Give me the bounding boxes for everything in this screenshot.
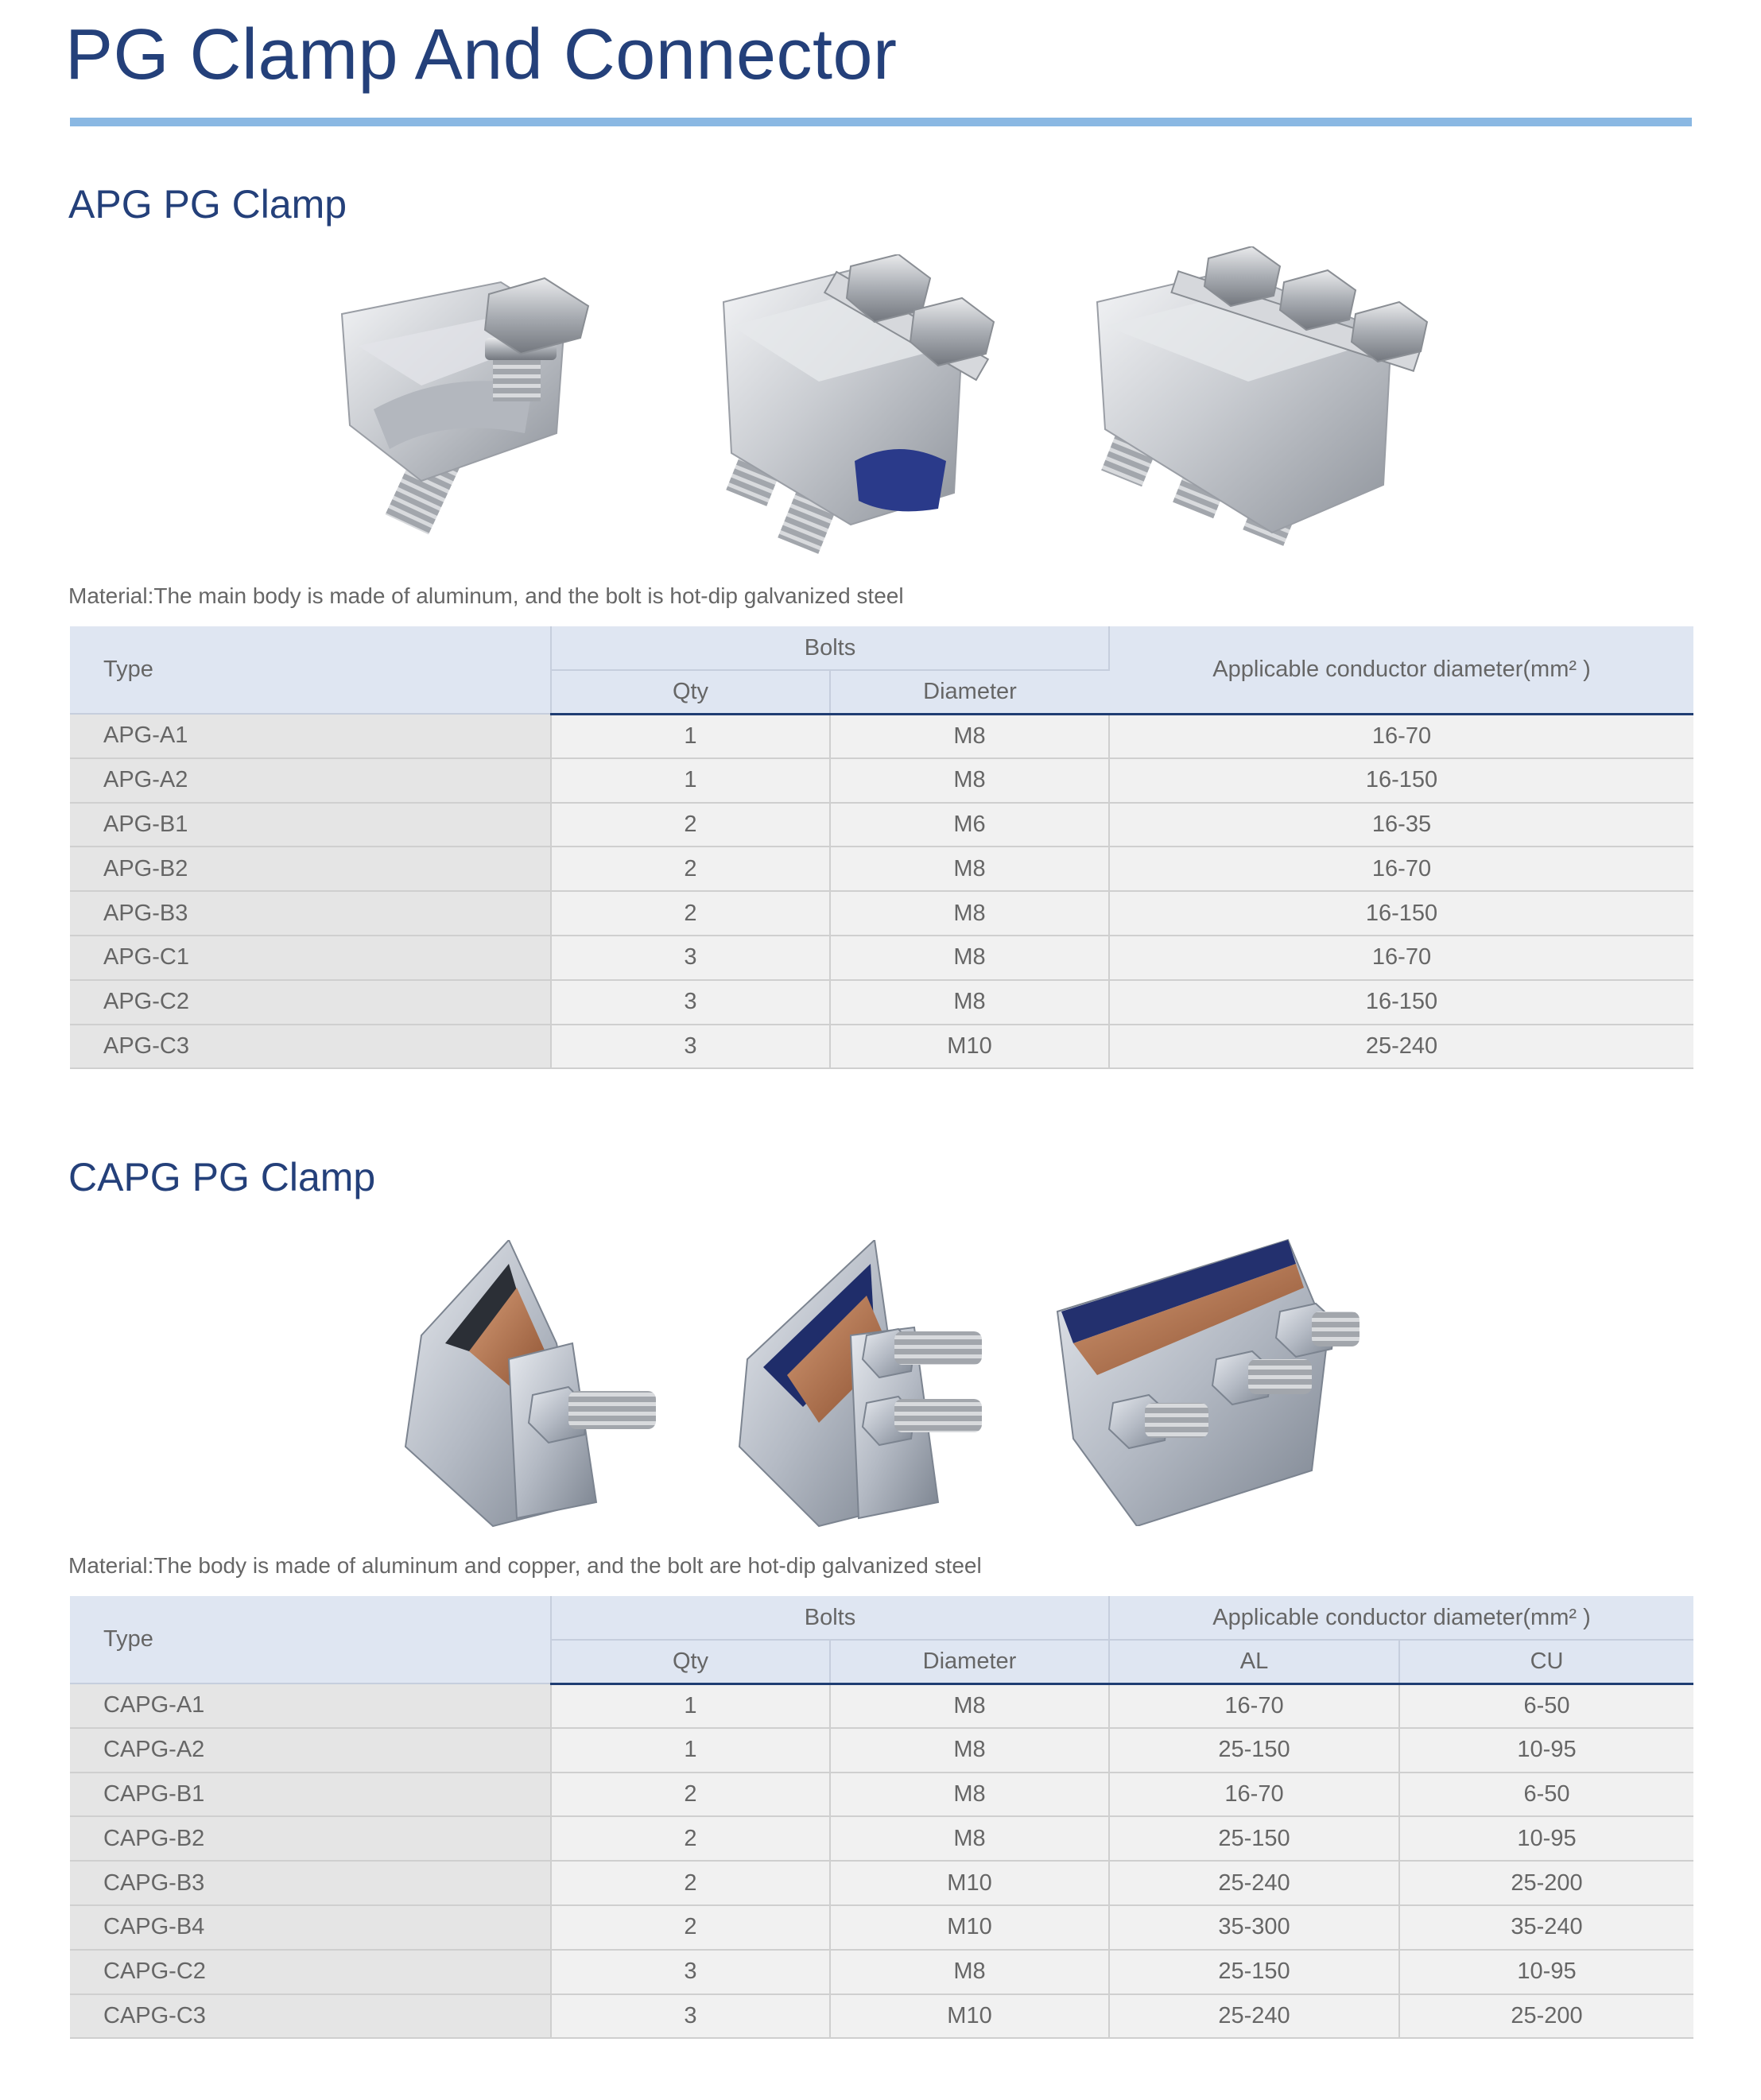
capg-al-cell: 25-240 — [1109, 1861, 1399, 1905]
capg-spec-table — [70, 1596, 1693, 2039]
apg-qty-cell: 2 — [551, 847, 830, 891]
table-row — [70, 1816, 1693, 1861]
table-row — [70, 803, 1693, 847]
apg-conductor-cell: 16-70 — [1109, 936, 1693, 980]
capg-qty-cell: 2 — [551, 1816, 830, 1861]
apg-type-cell: APG-A2 — [70, 758, 551, 803]
apg-diameter-cell: M8 — [830, 847, 1109, 891]
capg-cu-cell: 6-50 — [1399, 1683, 1693, 1728]
apg-header-qty: Qty — [551, 670, 830, 714]
capg-cu-cell: 35-240 — [1399, 1905, 1693, 1950]
capg-type-cell: CAPG-B4 — [70, 1905, 551, 1950]
capg-qty-cell: 1 — [551, 1683, 830, 1728]
capg-type-cell: CAPG-A2 — [70, 1728, 551, 1773]
apg-qty-cell: 3 — [551, 980, 830, 1025]
capg-al-cell: 25-150 — [1109, 1728, 1399, 1773]
capg-header-al: AL — [1109, 1640, 1399, 1683]
capg-diameter-cell: M10 — [830, 1905, 1109, 1950]
apg-diameter-cell: M8 — [830, 891, 1109, 936]
capg-diameter-cell: M8 — [830, 1683, 1109, 1728]
apg-type-cell: APG-A1 — [70, 714, 551, 758]
capg-photo-row — [0, 1232, 1761, 1534]
apg-qty-cell: 3 — [551, 936, 830, 980]
apg-type-cell: APG-C1 — [70, 936, 551, 980]
capg-qty-cell: 2 — [551, 1773, 830, 1817]
capg-diameter-cell: M8 — [830, 1773, 1109, 1817]
table-row — [70, 1025, 1693, 1069]
apg-header-bolts: Bolts — [551, 626, 1109, 670]
table-row — [70, 1994, 1693, 2039]
capg-al-cell: 16-70 — [1109, 1773, 1399, 1817]
capg-qty-cell: 1 — [551, 1728, 830, 1773]
capg-section-title: CAPG PG Clamp — [68, 1155, 376, 1199]
capg-header-conductor: Applicable conductor diameter(mm² ) — [1109, 1596, 1693, 1640]
apg-diameter-cell: M8 — [830, 714, 1109, 758]
apg-conductor-cell: 16-150 — [1109, 980, 1693, 1025]
capg-al-cell: 16-70 — [1109, 1683, 1399, 1728]
capg-type-cell: CAPG-A1 — [70, 1683, 551, 1728]
table-row — [70, 1905, 1693, 1950]
apg-header-diameter: Diameter — [830, 670, 1109, 714]
apg-qty-cell: 3 — [551, 1025, 830, 1069]
capg-cu-cell: 25-200 — [1399, 1861, 1693, 1905]
capg-diameter-cell: M10 — [830, 1861, 1109, 1905]
capg-header-bolts: Bolts — [551, 1596, 1109, 1640]
capg-al-cell: 35-300 — [1109, 1905, 1399, 1950]
apg-material-note: Material:The main body is made of aluminum, and the bolt is hot-dip galvanized steel — [68, 583, 904, 608]
page-title: PG Clamp And Connector — [65, 15, 898, 95]
capg-triple-bolt-photo — [1049, 1232, 1367, 1526]
capg-cu-cell: 25-200 — [1399, 1994, 1693, 2039]
capg-al-cell: 25-150 — [1109, 1950, 1399, 1994]
apg-diameter-cell: M10 — [830, 1025, 1109, 1069]
capg-cu-cell: 10-95 — [1399, 1728, 1693, 1773]
capg-single-bolt-photo — [398, 1240, 668, 1534]
apg-conductor-cell: 16-150 — [1109, 758, 1693, 803]
table-row — [70, 936, 1693, 980]
table-row — [70, 1861, 1693, 1905]
capg-diameter-cell: M8 — [830, 1950, 1109, 1994]
table-row — [70, 1728, 1693, 1773]
apg-conductor-cell: 25-240 — [1109, 1025, 1693, 1069]
table-row — [70, 714, 1693, 758]
apg-type-cell: APG-C3 — [70, 1025, 551, 1069]
apg-single-bolt-photo — [326, 250, 612, 560]
capg-type-cell: CAPG-C3 — [70, 1994, 551, 2039]
capg-double-bolt-photo — [731, 1240, 1018, 1534]
apg-header-type: Type — [70, 626, 551, 714]
capg-type-cell: CAPG-B3 — [70, 1861, 551, 1905]
apg-section-title: APG PG Clamp — [68, 182, 347, 227]
capg-header-qty: Qty — [551, 1640, 830, 1683]
apg-conductor-cell: 16-70 — [1109, 847, 1693, 891]
apg-type-cell: APG-B3 — [70, 891, 551, 936]
apg-diameter-cell: M8 — [830, 758, 1109, 803]
capg-type-cell: CAPG-B2 — [70, 1816, 551, 1861]
capg-al-cell: 25-240 — [1109, 1994, 1399, 2039]
table-row — [70, 1950, 1693, 1994]
apg-photo-row — [0, 250, 1761, 568]
capg-al-cell: 25-150 — [1109, 1816, 1399, 1861]
table-row — [70, 980, 1693, 1025]
capg-header-type: Type — [70, 1596, 551, 1683]
apg-diameter-cell: M8 — [830, 936, 1109, 980]
table-row — [70, 758, 1693, 803]
apg-qty-cell: 1 — [551, 758, 830, 803]
apg-type-cell: APG-B1 — [70, 803, 551, 847]
apg-type-cell: APG-B2 — [70, 847, 551, 891]
capg-qty-cell: 2 — [551, 1905, 830, 1950]
apg-conductor-cell: 16-70 — [1109, 714, 1693, 758]
table-row — [70, 1773, 1693, 1817]
apg-triple-bolt-photo — [1089, 246, 1439, 564]
capg-type-cell: CAPG-B1 — [70, 1773, 551, 1817]
title-divider — [70, 118, 1692, 126]
capg-header-diameter: Diameter — [830, 1640, 1109, 1683]
apg-qty-cell: 1 — [551, 714, 830, 758]
apg-diameter-cell: M6 — [830, 803, 1109, 847]
capg-diameter-cell: M8 — [830, 1728, 1109, 1773]
apg-qty-cell: 2 — [551, 803, 830, 847]
apg-conductor-cell: 16-35 — [1109, 803, 1693, 847]
capg-qty-cell: 2 — [551, 1861, 830, 1905]
capg-header-cu: CU — [1399, 1640, 1693, 1683]
table-row — [70, 1683, 1693, 1728]
apg-double-bolt-photo — [716, 254, 1018, 564]
apg-spec-table — [70, 626, 1693, 1069]
apg-qty-cell: 2 — [551, 891, 830, 936]
apg-conductor-cell: 16-150 — [1109, 891, 1693, 936]
capg-type-cell: CAPG-C2 — [70, 1950, 551, 1994]
capg-qty-cell: 3 — [551, 1994, 830, 2039]
apg-diameter-cell: M8 — [830, 980, 1109, 1025]
capg-qty-cell: 3 — [551, 1950, 830, 1994]
capg-diameter-cell: M8 — [830, 1816, 1109, 1861]
apg-type-cell: APG-C2 — [70, 980, 551, 1025]
table-row — [70, 847, 1693, 891]
table-row — [70, 891, 1693, 936]
apg-header-conductor: Applicable conductor diameter(mm² ) — [1109, 626, 1693, 714]
capg-cu-cell: 10-95 — [1399, 1816, 1693, 1861]
capg-cu-cell: 6-50 — [1399, 1773, 1693, 1817]
capg-cu-cell: 10-95 — [1399, 1950, 1693, 1994]
capg-diameter-cell: M10 — [830, 1994, 1109, 2039]
capg-material-note: Material:The body is made of aluminum and copper, and the bolt are hot-dip galvanized steel — [68, 1553, 982, 1578]
